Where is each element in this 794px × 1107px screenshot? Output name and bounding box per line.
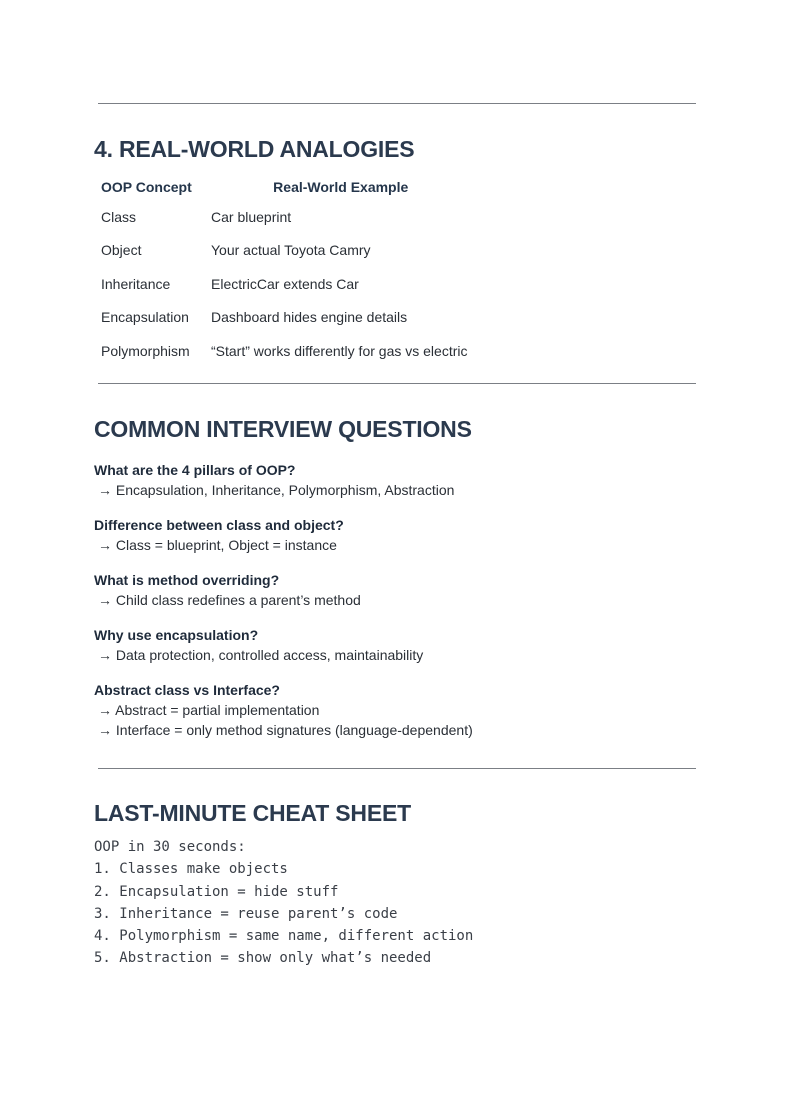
- answer-text: → Abstract = partial implementation: [98, 702, 320, 718]
- section-title-analogies: 4. REAL-WORLD ANALOGIES: [94, 136, 415, 162]
- example-cell: Car blueprint: [211, 208, 292, 225]
- concept-cell: Object: [101, 242, 142, 259]
- table-header-row: [94, 173, 474, 200]
- concept-cell: Inheritance: [101, 275, 171, 292]
- question-text: What are the 4 pillars of OOP?: [94, 462, 296, 478]
- concept-cell: Encapsulation: [101, 309, 189, 326]
- section-title-cheatsheet: LAST-MINUTE CHEAT SHEET: [94, 800, 411, 826]
- interview-question-5: [94, 680, 473, 740]
- divider-top: [98, 103, 696, 104]
- interview-question-4: [94, 625, 423, 665]
- cheat-sheet-line: 3. Inheritance = reuse parent’s code: [94, 905, 398, 922]
- question-text: Difference between class and object?: [94, 517, 344, 533]
- table-row: [94, 301, 474, 335]
- concept-cell: Polymorphism: [101, 342, 190, 359]
- cheat-sheet-line: 5. Abstraction = show only what’s needed: [94, 950, 432, 967]
- table-row: [94, 267, 474, 301]
- divider-interview: [98, 768, 696, 769]
- question-text: Why use encapsulation?: [94, 627, 259, 643]
- question-text: What is method overriding?: [94, 572, 280, 588]
- concept-cell: Class: [101, 208, 137, 225]
- table-row: [94, 200, 474, 234]
- answer-text: → Data protection, controlled access, maintainability: [98, 647, 424, 663]
- answer-text: → Encapsulation, Inheritance, Polymorphism, Abstraction: [98, 482, 455, 498]
- analogies-table: [94, 173, 474, 368]
- divider-analogies: [98, 383, 696, 384]
- interview-question-1: [94, 460, 454, 500]
- column-header-example: Real-World Example: [273, 178, 409, 195]
- cheat-sheet-code: [94, 836, 473, 970]
- example-cell: Dashboard hides engine details: [211, 309, 408, 326]
- answer-text: → Class = blueprint, Object = instance: [98, 537, 337, 553]
- answer-text: → Child class redefines a parent’s method: [98, 592, 361, 608]
- cheat-sheet-line: 2. Encapsulation = hide stuff: [94, 883, 339, 900]
- cheat-sheet-line: 1. Classes make objects: [94, 861, 288, 878]
- table-row: [94, 234, 474, 268]
- interview-question-2: [94, 515, 344, 555]
- answer-text: → Interface = only method signatures (language-dependent): [98, 722, 473, 738]
- example-cell: “Start” works differently for gas vs electric: [211, 342, 468, 359]
- example-cell: Your actual Toyota Camry: [211, 242, 371, 259]
- column-header-concept: OOP Concept: [101, 178, 192, 195]
- cheat-sheet-line: 4. Polymorphism = same name, different action: [94, 928, 474, 945]
- table-row: [94, 334, 474, 368]
- cheat-sheet-line: OOP in 30 seconds:: [94, 839, 246, 855]
- question-text: Abstract class vs Interface?: [94, 682, 280, 698]
- section-title-interview: COMMON INTERVIEW QUESTIONS: [94, 416, 472, 442]
- interview-question-3: [94, 570, 361, 610]
- example-cell: ElectricCar extends Car: [211, 275, 359, 292]
